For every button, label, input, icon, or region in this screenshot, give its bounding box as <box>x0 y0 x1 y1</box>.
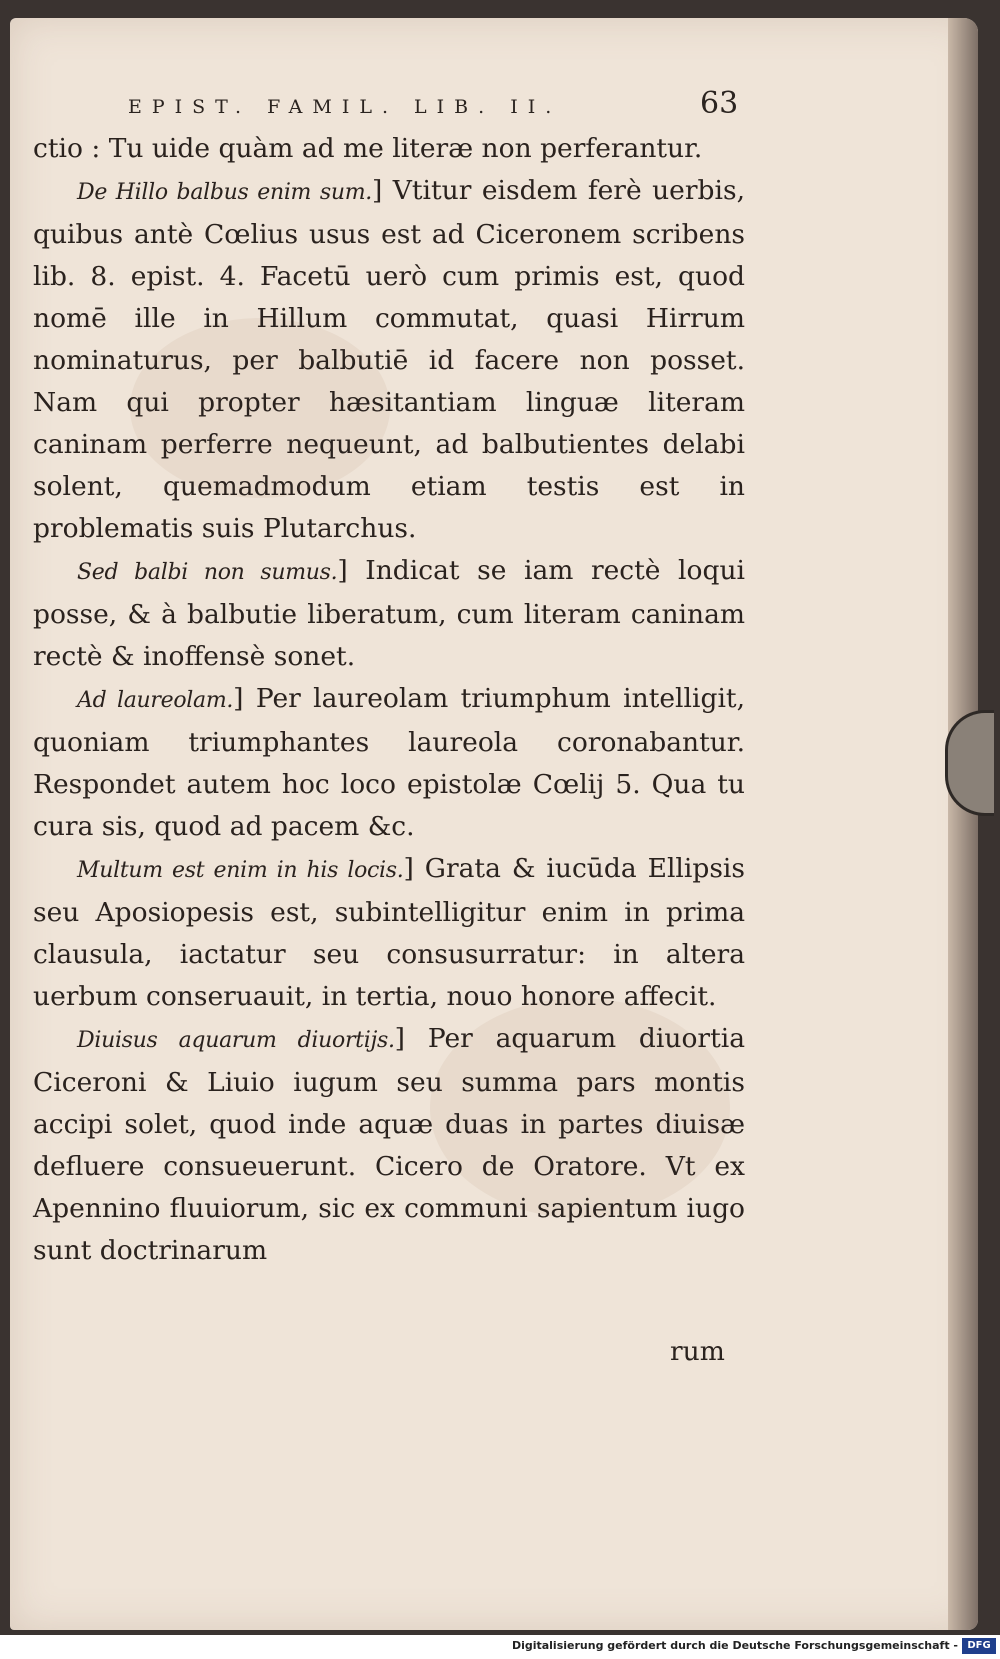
paragraph-text: ] Grata & iucūda Ellipsis seu Aposiopesis est, subintelligitur enim in prima clausula, iactatur seu consusurratur: in altera uerbum conseruauit, in tertia, nouo honore affecit. <box>33 853 746 1012</box>
lemma: Diuisus aquarum diuortijs. <box>77 1028 395 1053</box>
lemma: Ad laureolam. <box>77 688 234 713</box>
book-clasp <box>945 710 994 816</box>
paragraph-text: ] Indicat se iam rectè loqui posse, & à balbutie liberatum, cum literam caninam rectè & inoffensè sonet. <box>33 555 745 672</box>
commentary-text <box>33 128 745 1272</box>
paragraph <box>33 170 745 550</box>
paragraph <box>33 550 745 678</box>
page-gutter-shadow <box>948 18 978 1630</box>
catchword: rum <box>670 1336 725 1367</box>
page-number: 63 <box>700 86 739 121</box>
paragraph-text: ] Per laureolam triumphum intelligit, quoniam triumphantes laureola coronabantur. Respondet autem hoc loco epistolæ Cœlij 5. Qua tu cura sis, quod ad pacem &c. <box>33 683 745 842</box>
digitization-footer <box>0 1635 1000 1659</box>
paragraph-text: ] Vtitur eisdem ferè uerbis, quibus antè Cœlius usus est ad Ciceronem scribens lib. 8. epist. 4. Facetū uerò cum primis est, quod nomē ille in Hillum commutat, quasi Hirrum nominaturus, per balbutiē id facere non posset. Nam qui propter hæsitantiam linguæ literam caninam perferre nequeunt, ad balbutientes delabi solent, quemadmodum etiam testis est in problematis suis Plutarchus. <box>33 175 745 544</box>
lemma: De Hillo balbus enim sum. <box>77 180 372 205</box>
funding-credit: Digitalisierung gefördert durch die Deutsche Forschungsgemeinschaft - <box>511 1639 958 1652</box>
lemma: Multum est enim in his locis. <box>77 858 404 883</box>
paragraph <box>33 678 745 848</box>
paragraph <box>33 1018 745 1272</box>
lemma: Sed balbi non sumus. <box>77 560 338 585</box>
running-head: EPIST. FAMIL. LIB. II. <box>128 96 562 118</box>
paragraph <box>33 128 745 170</box>
dfg-logo: DFG <box>962 1638 996 1654</box>
paragraph-text: ctio : Tu uide quàm ad me literæ non perferantur. <box>33 133 703 164</box>
paragraph <box>33 848 745 1018</box>
paragraph-text: ] Per aquarum diuortia Ciceroni & Liuio iugum seu summa pars montis accipi solet, quod inde aquæ duas in partes diuisæ defluere consueuerunt. Cicero de Oratore. Vt ex Apennino fluuiorum, sic ex communi sapientum iugo sunt doctrinarum <box>33 1023 745 1266</box>
